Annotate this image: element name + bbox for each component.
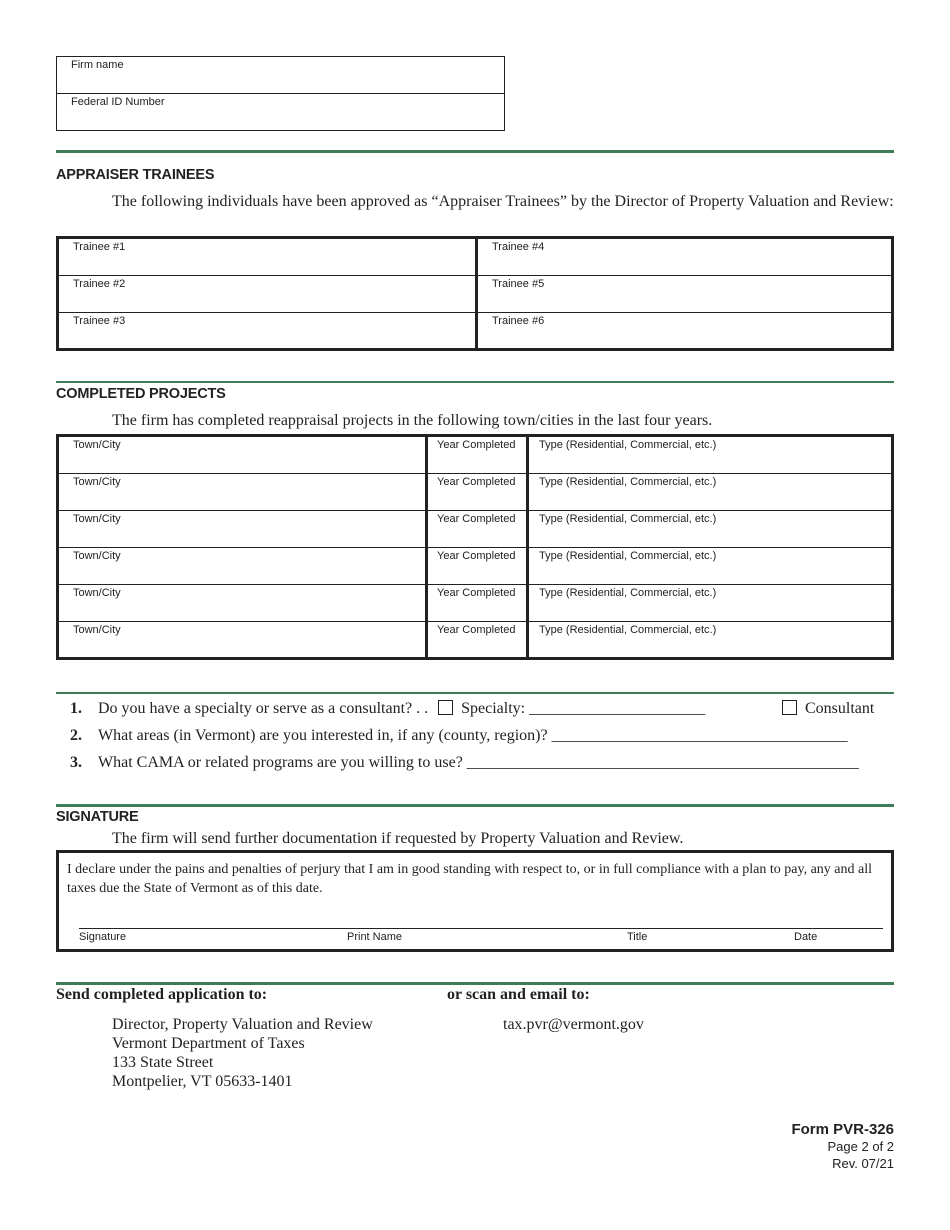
town-city-label: Town/City	[73, 550, 121, 562]
signature-line[interactable]	[79, 928, 883, 929]
address-line: 133 State Street	[112, 1054, 214, 1071]
specialty-field[interactable]: Specialty: ______________________	[461, 700, 706, 717]
question-2	[70, 727, 848, 745]
project-row	[59, 548, 891, 585]
year-completed-label: Year Completed	[437, 513, 516, 525]
email-address[interactable]: tax.pvr@vermont.gov	[503, 1016, 644, 1033]
trainee-label: Trainee #3	[73, 315, 126, 327]
form-number: Form PVR-326	[791, 1121, 894, 1138]
trainee-2-field[interactable]	[59, 276, 475, 313]
project-row	[59, 437, 891, 474]
trainee-label: Trainee #6	[492, 315, 545, 327]
address-line: Montpelier, VT 05633-1401	[112, 1073, 293, 1090]
year-completed-label: Year Completed	[437, 624, 516, 636]
address-line: Director, Property Valuation and Review	[112, 1016, 373, 1033]
project-row	[59, 474, 891, 511]
firm-name-label: Firm name	[71, 59, 124, 71]
mail-heading: Send completed application to:	[56, 986, 268, 1003]
project-type-label: Type (Residential, Commercial, etc.)	[539, 439, 717, 451]
trainee-4-field[interactable]	[478, 239, 891, 276]
consultant-label: Consultant	[805, 700, 875, 717]
section-divider	[56, 381, 894, 383]
federal-id-field[interactable]	[57, 94, 504, 131]
year-completed-label: Year Completed	[437, 587, 516, 599]
firm-info-box	[56, 56, 505, 131]
trainee-label: Trainee #4	[492, 241, 545, 253]
page-number: Page 2 of 2	[827, 1139, 894, 1154]
mailing-address	[112, 1015, 373, 1091]
project-type-label: Type (Residential, Commercial, etc.)	[539, 587, 717, 599]
revision-date: Rev. 07/21	[832, 1156, 894, 1171]
question-1-text: Do you have a specialty or serve as a consultant? . .	[98, 700, 429, 717]
perjury-declaration: I declare under the pains and penalties of perjury that I am in good standing with respect to, or in full compliance with a plan to pay, any and all taxes due the State of Vermont as of this date.	[67, 862, 873, 896]
signature-label: Signature	[79, 931, 127, 943]
town-city-label: Town/City	[73, 624, 121, 636]
project-row	[59, 622, 891, 659]
print-name-label: Print Name	[347, 931, 403, 943]
firm-name-field[interactable]	[57, 57, 504, 94]
email-heading: or scan and email to:	[447, 986, 590, 1003]
question-3	[70, 754, 859, 772]
section-divider	[56, 692, 894, 694]
federal-id-label: Federal ID Number	[71, 96, 165, 108]
trainee-label: Trainee #5	[492, 278, 545, 290]
projects-table	[56, 434, 894, 660]
trainee-column-right	[478, 239, 891, 348]
project-row	[59, 585, 891, 622]
year-completed-label: Year Completed	[437, 476, 516, 488]
signature-section-title: SIGNATURE	[56, 809, 139, 825]
date-label: Date	[794, 931, 818, 943]
project-type-label: Type (Residential, Commercial, etc.)	[539, 476, 717, 488]
signature-intro: The firm will send further documentation if requested by Property Valuation and Review.	[112, 830, 684, 847]
project-type-label: Type (Residential, Commercial, etc.)	[539, 513, 717, 525]
project-row	[59, 511, 891, 548]
signature-box	[56, 850, 894, 952]
question-number: 2.	[70, 727, 82, 744]
form-info	[791, 1121, 894, 1172]
trainee-6-field[interactable]	[478, 313, 891, 350]
trainee-column-left	[59, 239, 475, 348]
project-type-label: Type (Residential, Commercial, etc.)	[539, 624, 717, 636]
consultant-option	[782, 700, 874, 718]
specialty-checkbox[interactable]	[438, 700, 453, 715]
year-completed-label: Year Completed	[437, 439, 516, 451]
town-city-label: Town/City	[73, 513, 121, 525]
trainee-5-field[interactable]	[478, 276, 891, 313]
town-city-label: Town/City	[73, 439, 121, 451]
question-number: 3.	[70, 754, 82, 771]
trainee-label: Trainee #1	[73, 241, 126, 253]
projects-intro: The firm has completed reappraisal projects in the following town/cities in the last four years.	[112, 412, 713, 429]
question-1	[70, 700, 705, 718]
address-line: Vermont Department of Taxes	[112, 1035, 305, 1052]
year-completed-label: Year Completed	[437, 550, 516, 562]
town-city-label: Town/City	[73, 476, 121, 488]
trainees-section-title: APPRAISER TRAINEES	[56, 167, 215, 183]
trainee-3-field[interactable]	[59, 313, 475, 350]
section-divider	[56, 150, 894, 153]
trainee-table	[56, 236, 894, 351]
projects-section-title: COMPLETED PROJECTS	[56, 386, 226, 402]
question-2-text[interactable]: What areas (in Vermont) are you interested in, if any (county, region)? _____________________________________	[98, 727, 848, 744]
trainee-label: Trainee #2	[73, 278, 126, 290]
trainees-intro: The following individuals have been approved as “Appraiser Trainees” by the Director of Property Valuation and Review:	[112, 193, 894, 210]
section-divider	[56, 982, 894, 985]
title-label: Title	[627, 931, 648, 943]
section-divider	[56, 804, 894, 807]
town-city-label: Town/City	[73, 587, 121, 599]
question-number: 1.	[70, 700, 82, 717]
consultant-checkbox[interactable]	[782, 700, 797, 715]
question-3-text[interactable]: What CAMA or related programs are you willing to use? _________________________________________________	[98, 754, 859, 771]
trainee-1-field[interactable]	[59, 239, 475, 276]
project-type-label: Type (Residential, Commercial, etc.)	[539, 550, 717, 562]
